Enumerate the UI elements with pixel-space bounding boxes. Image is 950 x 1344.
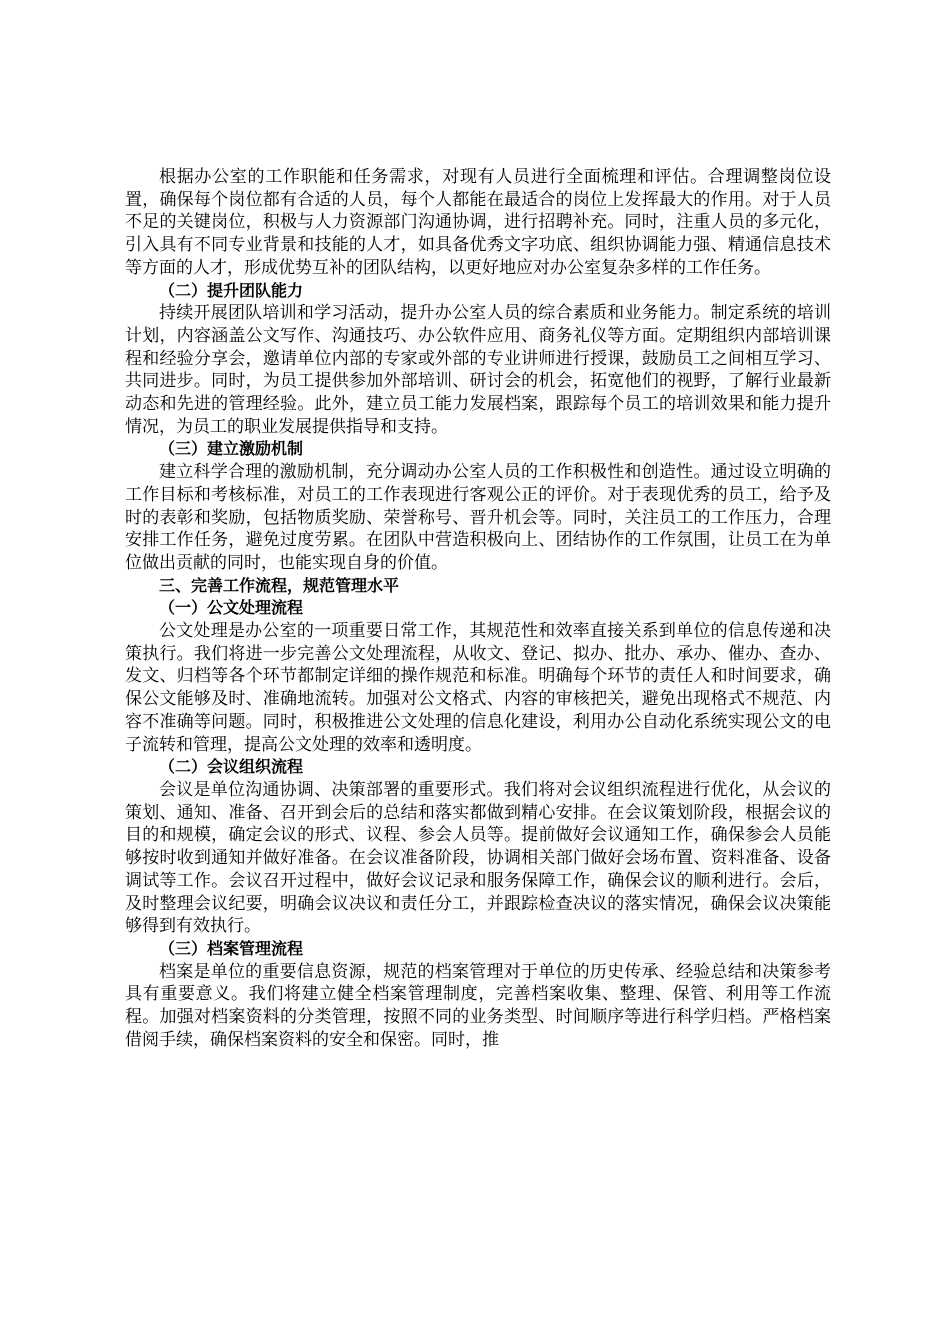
document-page xyxy=(125,166,831,1051)
paragraph-archive-process: 档案是单位的重要信息资源，规范的档案管理对于单位的历史传承、经验总结和决策参考具有重要意义。我们将建立健全档案管理制度，完善档案收集、整理、保管、利用等工作流程。加强对档案资料的分类管理，按照不同的业务类型、时间顺序等进行科学归档。严格档案借阅手续，确保档案资料的安全和保密。同时，推 xyxy=(125,961,831,1050)
paragraph-meeting-process: 会议是单位沟通协调、决策部署的重要形式。我们将对会议组织流程进行优化，从会议的策划、通知、准备、召开到会后的总结和落实都做到精心安排。在会议策划阶段，根据会议的目的和规模，确定会议的形式、议程、参会人员等。提前做好会议通知工作，确保参会人员能够按时收到通知并做好准备。在会议准备阶段，协调相关部门做好会场布置、资料准备、设备调试等工作。会议召开过程中，做好会议记录和服务保障工作，确保会议的顺利进行。会后，及时整理会议纪要，明确会议决议和责任分工，并跟踪检查决议的落实情况，确保会议决策能够得到有效执行。 xyxy=(125,779,831,937)
paragraph-staffing: 根据办公室的工作职能和任务需求，对现有人员进行全面梳理和评估。合理调整岗位设置，确保每个岗位都有合适的人员，每个人都能在最适合的岗位上发挥最大的作用。对于人员不足的关键岗位，积极与人力资源部门沟通协调，进行招聘补充。同时，注重人员的多元化，引入具有不同专业背景和技能的人才，如具备优秀文字功底、组织协调能力强、精通信息技术等方面的人才，形成优势互补的团队结构，以更好地应对办公室复杂多样的工作任务。 xyxy=(125,167,831,278)
heading-archive-process: （三）档案管理流程 xyxy=(159,938,304,958)
heading-meeting-process: （二）会议组织流程 xyxy=(159,757,304,777)
heading-section-three: 三、完善工作流程，规范管理水平 xyxy=(159,575,400,595)
paragraph-document-process: 公文处理是办公室的一项重要日常工作，其规范性和效率直接关系到单位的信息传递和决策执行。我们将进一步完善公文处理流程，从收文、登记、拟办、批办、承办、催办、查办、发文、归档等各个环节都制定详细的操作规范和标准。明确每个环节的责任人和时间要求，确保公文能够及时、准确地流转。加强对公文格式、内容的审核把关，避免出现格式不规范、内容不准确等问题。同时，积极推进公文处理的信息化建设，利用办公自动化系统实现公文的电子流转和管理，提高公文处理的效率和透明度。 xyxy=(125,621,831,755)
paragraph-team-capability: 持续开展团队培训和学习活动，提升办公室人员的综合素质和业务能力。制定系统的培训计划，内容涵盖公文写作、沟通技巧、办公软件应用、商务礼仪等方面。定期组织内部培训课程和经验分享会，邀请单位内部的专家或外部的专业讲师进行授课，鼓励员工之间相互学习、共同进步。同时，为员工提供参加外部培训、研讨会的机会，拓宽他们的视野，了解行业最新动态和先进的管理经验。此外，建立员工能力发展档案，跟踪每个员工的培训效果和能力提升情况，为员工的职业发展提供指导和支持。 xyxy=(125,303,831,437)
heading-document-process: （一）公文处理流程 xyxy=(159,598,304,618)
heading-incentive: （三）建立激励机制 xyxy=(159,439,304,459)
paragraph-incentive: 建立科学合理的激励机制，充分调动办公室人员的工作积极性和创造性。通过设立明确的工作目标和考核标准，对员工的工作表现进行客观公正的评价。对于表现优秀的员工，给予及时的表彰和奖励，包括物质奖励、荣誉称号、晋升机会等。同时，关注员工的工作压力，合理安排工作任务，避免过度劳累。在团队中营造积极向上、团结协作的工作氛围，让员工在为单位做出贡献的同时，也能实现自身的价值。 xyxy=(125,462,831,573)
heading-team-capability: （二）提升团队能力 xyxy=(159,280,304,300)
